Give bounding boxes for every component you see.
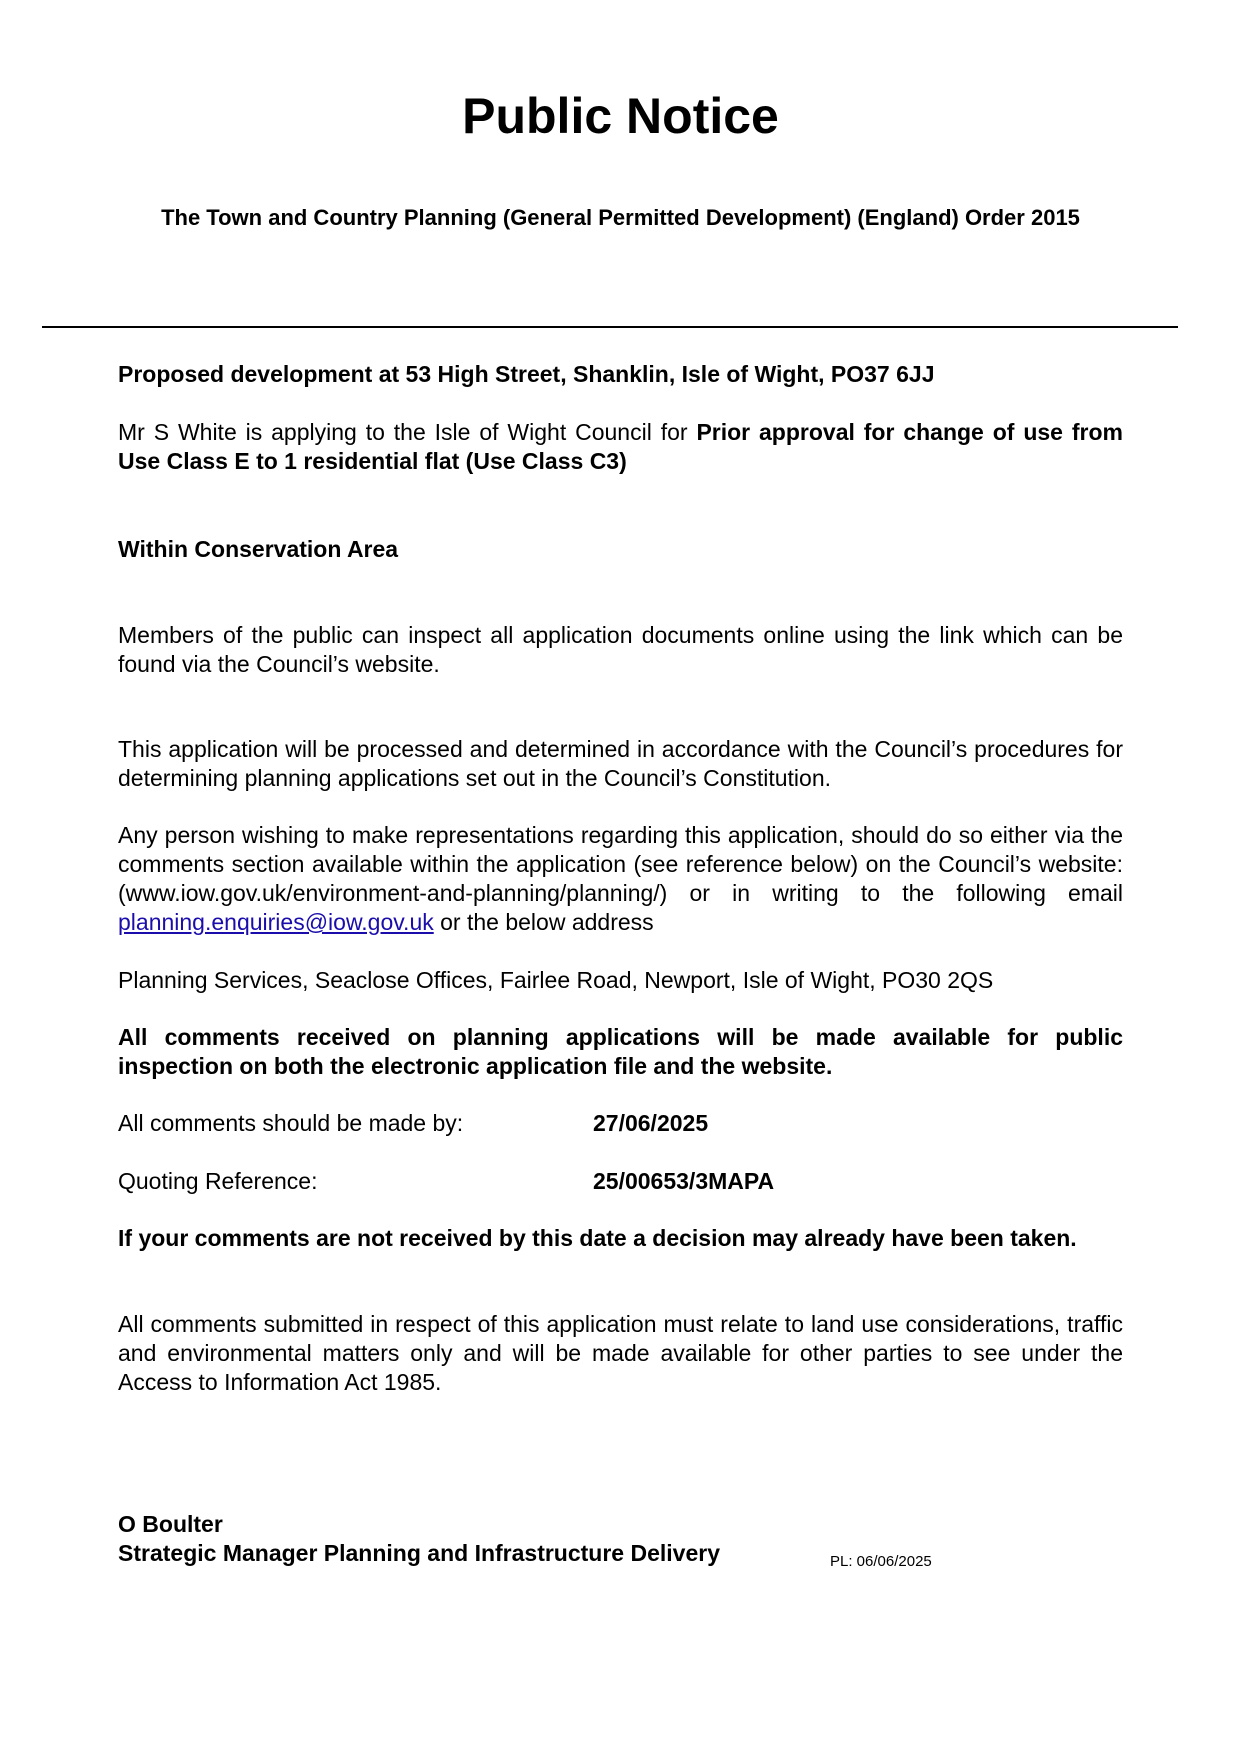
process-paragraph: This application will be processed and determined in accordance with the Council’s procedures for determining planning applications set out in the Council’s Constitution.	[118, 736, 1123, 791]
signatory-role: Strategic Manager Planning and Infrastructure Delivery	[118, 1540, 720, 1566]
reference-row	[118, 1167, 775, 1196]
postal-address: Planning Services, Seaclose Offices, Fairlee Road, Newport, Isle of Wight, PO30 2QS	[118, 967, 994, 993]
representations-suffix: or the below address	[433, 909, 654, 935]
notice-title: Public Notice	[462, 88, 779, 144]
signatory-name: O Boulter	[118, 1511, 223, 1537]
applicant-intro: Mr S White is applying to the Isle of Wight Council for	[118, 419, 697, 445]
representations-text: Any person wishing to make representations regarding this application, should do so either via the comments section available within the application (see reference below) on the Council’s website: (www.iow.gov.uk/environment-and-planning/planning/) or in writing to the following email	[118, 822, 1123, 906]
reference-value: 25/00653/3MAPA	[593, 1168, 775, 1194]
application-paragraph	[118, 418, 1123, 476]
order-title: The Town and Country Planning (General Permitted Development) (England) Order 2015	[161, 205, 1080, 230]
public-comments-notice: All comments received on planning applications will be made available for public inspection on both the electronic application file and the website.	[118, 1024, 1123, 1079]
land-use-paragraph: All comments submitted in respect of this application must relate to land use considerations, traffic and environmental matters only and will be made available for other parties to see under the Access to Information Act 1985.	[118, 1311, 1123, 1395]
conservation-area-heading: Within Conservation Area	[118, 536, 399, 562]
representations-paragraph	[118, 821, 1123, 937]
deadline-value: 27/06/2025	[593, 1110, 709, 1136]
site-address-heading: Proposed development at 53 High Street, Shanklin, Isle of Wight, PO37 6JJ	[118, 361, 935, 387]
proposal-description: Prior approval for change of use from Use Class E to 1 residential flat (Use Class C3)	[118, 419, 1123, 474]
deadline-warning: If your comments are not received by this date a decision may already have been taken.	[118, 1225, 1077, 1251]
divider-line	[42, 326, 1178, 328]
deadline-row	[118, 1109, 709, 1138]
deadline-label: All comments should be made by:	[118, 1110, 464, 1136]
inspect-paragraph: Members of the public can inspect all application documents online using the link which can be found via the Council’s website.	[118, 622, 1123, 677]
email-link[interactable]: planning.enquiries@iow.gov.uk	[118, 909, 434, 935]
reference-label: Quoting Reference:	[118, 1168, 318, 1194]
publication-stamp: PL: 06/06/2025	[830, 1553, 932, 1570]
